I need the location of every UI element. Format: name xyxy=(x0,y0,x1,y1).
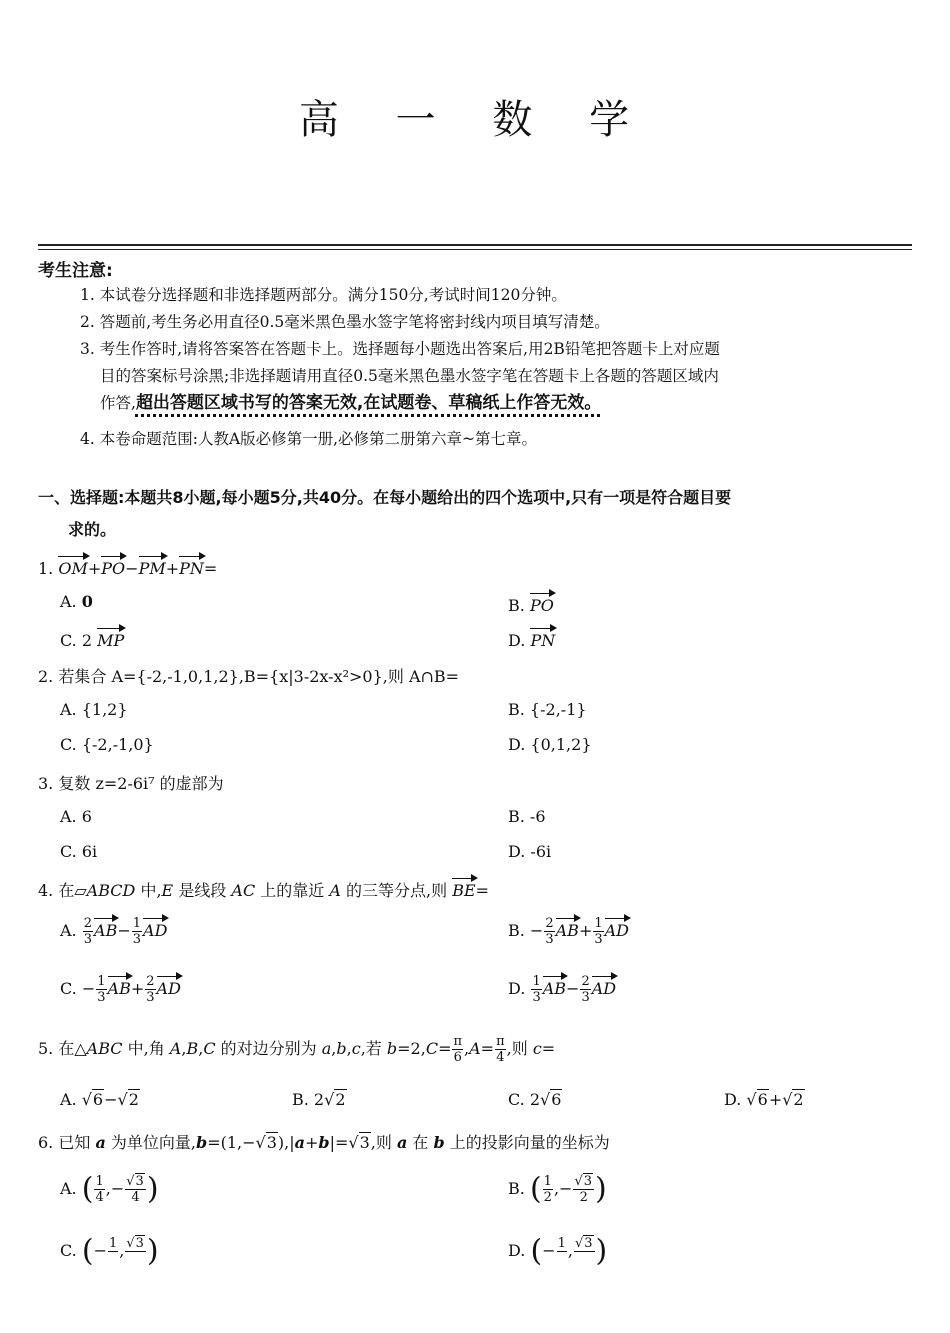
q2-option-a: A. {1,2} xyxy=(60,700,128,719)
q3-option-a: A. 6 xyxy=(60,807,92,826)
question-4: 4. 在▱ABCD 中,E 是线段 AC 上的靠近 A 的三等分点,则 BE= xyxy=(38,877,489,901)
q2-option-b: B. {-2,-1} xyxy=(508,700,587,719)
question-3: 3. 复数 z=2-6i⁷ 的虚部为 xyxy=(38,774,224,793)
q1-option-b: B. PO xyxy=(508,592,554,615)
q6-option-a: A. ( $\frac{1}{4}$ ,− $\frac{√3}{4}$ ) xyxy=(60,1171,159,1207)
section-heading-line2: 求的。 xyxy=(68,520,117,539)
q1-option-c: C. 2 MP xyxy=(60,627,124,650)
notice-item-3-line1: 3. 考生作答时,请将答案答在答题卡上。选择题每小题选出答案后,用2B铅笔把答题卡上对应题 xyxy=(80,340,720,358)
notice-heading: 考生注意: xyxy=(38,261,113,281)
q5-option-c: C. 2√6 xyxy=(508,1090,562,1109)
divider-thin xyxy=(38,249,912,250)
notice-text: 作答, xyxy=(100,394,136,412)
q1-option-a: A. 0 xyxy=(60,592,93,611)
question-6: 6. 已知 a 为单位向量,b=(1,−√3),|a+b|=√3,则 a 在 b 上的投影向量的坐标为 xyxy=(38,1133,610,1152)
q5-option-a: A. √6−√2 xyxy=(60,1090,139,1109)
notice-item-3 xyxy=(80,336,916,417)
q6-option-d: D. (− 1 , √3 ) xyxy=(508,1233,608,1269)
q1-option-d: D. PN xyxy=(508,627,555,650)
q2-option-d: D. {0,1,2} xyxy=(508,735,592,754)
section-heading xyxy=(38,482,918,546)
notice-item-4: 4. 本卷命题范围:人教A版必修第一册,必修第二册第六章~第七章。 xyxy=(80,430,538,448)
q4-option-c: C. − $\frac{1}{3}$ AB+ $\frac{2}{3}$ AD xyxy=(60,974,181,1005)
notice-emphasis: 超出答题区域书写的答案无效,在试题卷、草稿纸上作答无效。 xyxy=(135,393,602,413)
notice-item-3-line2: 目的答案标号涂黑;非选择题请用直径0.5毫米黑色墨水签字笔在答题卡上各题的答题区域内 xyxy=(100,367,719,385)
q5-option-b: B. 2√2 xyxy=(292,1090,346,1109)
q5-option-d: D. √6+√2 xyxy=(724,1090,804,1109)
page-title: 高 一 数 学 xyxy=(298,97,652,143)
section-heading-line1: 一、选择题:本题共8小题,每小题5分,共40分。在每小题给出的四个选项中,只有一项是符合题目要 xyxy=(38,488,732,507)
q3-option-d: D. -6i xyxy=(508,842,552,861)
q6-option-c: C. (− 1 , √3 ) xyxy=(60,1233,159,1269)
q3-option-c: C. 6i xyxy=(60,842,98,861)
q2-option-c: C. {-2,-1,0} xyxy=(60,735,154,754)
q4-option-d: D. $\frac{1}{3}$ AB− $\frac{2}{3}$ AD xyxy=(508,974,617,1005)
divider-thick xyxy=(38,244,912,246)
q4-option-b: B. − $\frac{2}{3}$ AB+ $\frac{1}{3}$ AD xyxy=(508,916,630,947)
question-2: 2. 若集合 A={-2,-1,0,1,2},B={x|3-2x-x²>0},则 A∩B= xyxy=(38,667,460,686)
notice-item-2: 2. 答题前,考生务必用直径0.5毫米黑色墨水签字笔将密封线内项目填写清楚。 xyxy=(80,313,610,331)
notice-item-1: 1. 本试卷分选择题和非选择题两部分。满分150分,考试时间120分钟。 xyxy=(80,286,567,304)
q6-option-b: B. ( $\frac{1}{2}$ ,− $\frac{√3}{2}$ ) xyxy=(508,1171,607,1207)
question-5: 5. 在△ABC 中,角 A,B,C 的对边分别为 a,b,c,若 b=2,C= $\frac{\pi}{6}$ ,A= $\frac{\pi}{4}$ ,则 c= xyxy=(38,1034,556,1065)
question-1: 1. OM+PO−PM+PN= xyxy=(38,555,217,578)
q3-option-b: B. -6 xyxy=(508,807,546,826)
q4-option-a: A. $\frac{2}{3}$ AB− $\frac{1}{3}$ AD xyxy=(60,916,168,947)
notice-item-3-line3 xyxy=(80,390,916,417)
